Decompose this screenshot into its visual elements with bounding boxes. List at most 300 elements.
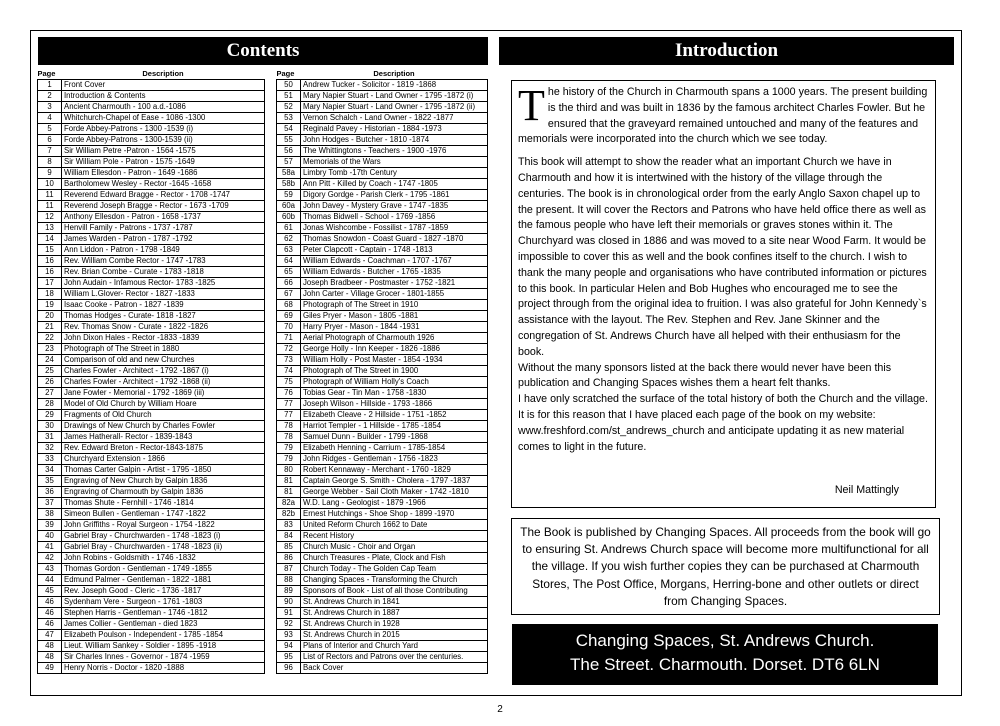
contents-description: Rev. Thomas Snow - Curate - 1822 -1826 (62, 321, 265, 332)
contents-row (277, 354, 488, 365)
contents-description: Recent History (301, 530, 488, 541)
contents-row (38, 277, 265, 288)
contents-description: John Griffiths - Royal Surgeon - 1754 -1822 (62, 519, 265, 530)
contents-description: Digory Gordge - Parish Clerk - 1795 -1861 (301, 189, 488, 200)
contents-row (38, 255, 265, 266)
contents-description: Andrew Tucker - Solicitor - 1819 -1868 (301, 79, 488, 90)
contents-description: John Robins - Goldsmith - 1746 -1832 (62, 552, 265, 563)
contents-row (277, 200, 488, 211)
contents-page-number: 82a (277, 497, 301, 508)
contents-page-number: 36 (38, 486, 62, 497)
contents-description: W.D. Lang - Geologist - 1879 -1966 (301, 497, 488, 508)
contents-page-number: 60a (277, 200, 301, 211)
contents-page-number: 88 (277, 574, 301, 585)
contents-page-number: 38 (38, 508, 62, 519)
contents-page-number: 42 (38, 552, 62, 563)
contents-description: Peter Clapcott - Captain - 1748 -1813 (301, 244, 488, 255)
contents-row (277, 101, 488, 112)
contents-description: Reverend Joseph Bragge - Rector - 1673 -1709 (62, 200, 265, 211)
contents-row (277, 574, 488, 585)
contents-page-number: 39 (38, 519, 62, 530)
contents-description: John Hodges - Butcher - 1810 -1874 (301, 134, 488, 145)
contents-page-number: 43 (38, 563, 62, 574)
contents-description: Engraving of Charmouth by Galpin 1836 (62, 486, 265, 497)
contents-row (277, 266, 488, 277)
page-column-header: Page (37, 69, 56, 79)
contents-page-number: 33 (38, 453, 62, 464)
contents-page-number: 16 (38, 266, 62, 277)
contents-row (38, 266, 265, 277)
contents-description: Sir William Pole - Patron - 1575 -1649 (62, 156, 265, 167)
contents-row (277, 585, 488, 596)
contents-page-number: 91 (277, 607, 301, 618)
address-line-1: Changing Spaces, St. Andrews Church. (575, 631, 875, 650)
contents-page-number: 30 (38, 420, 62, 431)
contents-description: St. Andrews Church in 1887 (301, 607, 488, 618)
contents-page-number: 28 (38, 398, 62, 409)
page-column-header: Page (276, 69, 295, 79)
contents-row (277, 618, 488, 629)
contents-row (277, 277, 488, 288)
contents-page-number: 60b (277, 211, 301, 222)
contents-row (277, 640, 488, 651)
contents-page-number: 4 (38, 112, 62, 123)
contents-description: Henry Norris - Doctor - 1820 -1888 (62, 662, 265, 673)
contents-row (277, 365, 488, 376)
contents-description: Lieut. William Sankey - Soldier - 1895 -1918 (62, 640, 265, 651)
contents-row (277, 497, 488, 508)
contents-page-number: 47 (38, 629, 62, 640)
contents-description: Ann Pitt - Killed by Coach - 1747 -1805 (301, 178, 488, 189)
contents-page-number: 82b (277, 508, 301, 519)
contents-page-number: 55 (277, 134, 301, 145)
contents-description: Memorials of the Wars (301, 156, 488, 167)
contents-description: Joseph Wilson - Hillside - 1793 -1866 (301, 398, 488, 409)
contents-page-number: 61 (277, 222, 301, 233)
contents-description: Sponsors of Book - List of all those Contributing (301, 585, 488, 596)
contents-page-number: 83 (277, 519, 301, 530)
contents-row (38, 189, 265, 200)
contents-row (277, 453, 488, 464)
contents-page-number: 1 (38, 79, 62, 90)
contents-row (277, 255, 488, 266)
publisher-note: The Book is published by Changing Spaces. All proceeds from the book will go to ensuring St. Andrews Church space will become more multifunctional for all the village. If you wish further copies they can be purchased at Charmouth Stores, The Post Office, Morgans, Herring-bone and other outlets or direct from Changing Spaces. (511, 518, 940, 615)
contents-description: Giles Pryer - Mason - 1805 -1881 (301, 310, 488, 321)
contents-page-number: 57 (277, 156, 301, 167)
contents-row (38, 310, 265, 321)
contents-description: Forde Abbey-Patrons - 1300 -1539 (i) (62, 123, 265, 134)
contents-description: The Whittingtons - Teachers - 1900 -1976 (301, 145, 488, 156)
intro-paragraph-1-text: he history of the Church in Charmouth spans a 1000 years. The present building is the third and was built in 1836 by the famous architect Charles Fowler. But he ensured that the graveyard remained untouched and many of the features and memorials were incorporated into the church which we see today. (518, 86, 928, 146)
contents-description: William L.Glover- Rector - 1827 -1833 (62, 288, 265, 299)
contents-description: Jonas Wishcombe - Fossilist - 1787 -1859 (301, 222, 488, 233)
contents-row (38, 101, 265, 112)
contents-row (277, 530, 488, 541)
contents-row (277, 123, 488, 134)
contents-description: Thomas Bidwell - School - 1769 -1856 (301, 211, 488, 222)
contents-description: James Collier - Gentleman - died 1823 (62, 618, 265, 629)
contents-row (38, 475, 265, 486)
contents-row (277, 442, 488, 453)
contents-page-number: 81 (277, 475, 301, 486)
contents-table-right (276, 69, 488, 674)
contents-row (277, 79, 488, 90)
contents-row (277, 211, 488, 222)
address-box (512, 624, 938, 685)
contents-description: Robert Kennaway - Merchant - 1760 -1829 (301, 464, 488, 475)
contents-description: Church Treasures - Plate, Clock and Fish (301, 552, 488, 563)
contents-description: Rev. Brian Combe - Curate - 1783 -1818 (62, 266, 265, 277)
contents-row (38, 211, 265, 222)
contents-page-number: 3 (38, 101, 62, 112)
contents-page-number: 46 (38, 607, 62, 618)
contents-row (38, 541, 265, 552)
contents-description: Simeon Bullen - Gentleman - 1747 -1822 (62, 508, 265, 519)
contents-row (277, 145, 488, 156)
contents-description: Drawings of New Church by Charles Fowler (62, 420, 265, 431)
contents-description: Photograph of William Holly's Coach (301, 376, 488, 387)
contents-page-number: 45 (38, 585, 62, 596)
contents-page-number: 76 (277, 387, 301, 398)
contents-description: Thomas Shute - Fernhill - 1746 -1814 (62, 497, 265, 508)
contents-row (38, 552, 265, 563)
contents-page-number: 14 (38, 233, 62, 244)
contents-description: Thomas Carter Galpin - Artist - 1795 -1850 (62, 464, 265, 475)
contents-description: Engraving of New Church by Galpin 1836 (62, 475, 265, 486)
author-signature: Neil Mattingly (834, 484, 899, 497)
contents-page-number: 44 (38, 574, 62, 585)
contents-row (277, 431, 488, 442)
contents-row (277, 112, 488, 123)
contents-page-number: 63 (277, 244, 301, 255)
contents-description: George Holly - Inn Keeper - 1826 -1886 (301, 343, 488, 354)
contents-page-number: 32 (38, 442, 62, 453)
contents-row (38, 134, 265, 145)
contents-page-number: 21 (38, 321, 62, 332)
contents-description: William Edwards - Butcher - 1765 -1835 (301, 266, 488, 277)
contents-description: Henvill Family - Patrons - 1737 -1787 (62, 222, 265, 233)
drop-cap: T (518, 81, 545, 130)
contents-heading: Contents (38, 37, 488, 65)
contents-description: Back Cover (301, 662, 488, 673)
contents-row (38, 508, 265, 519)
contents-row (38, 662, 265, 673)
contents-description: Ernest Hutchings - Shoe Shop - 1899 -1970 (301, 508, 488, 519)
contents-row (38, 145, 265, 156)
contents-description: Aerial Photograph of Charmouth 1926 (301, 332, 488, 343)
contents-description: Fragments of Old Church (62, 409, 265, 420)
contents-description: Anthony Ellesdon - Patron - 1658 -1737 (62, 211, 265, 222)
contents-page-number: 15 (38, 244, 62, 255)
contents-page-number: 27 (38, 387, 62, 398)
contents-row (38, 585, 265, 596)
contents-page-number: 9 (38, 167, 62, 178)
contents-description: Gabriel Bray - Churchwarden - 1748 -1823 (ii) (62, 541, 265, 552)
contents-row (277, 508, 488, 519)
contents-page-number: 79 (277, 453, 301, 464)
contents-row (277, 310, 488, 321)
contents-row (38, 574, 265, 585)
contents-page-number: 80 (277, 464, 301, 475)
contents-page-number: 85 (277, 541, 301, 552)
contents-row (277, 134, 488, 145)
contents-page-number: 96 (277, 662, 301, 673)
contents-page-number: 93 (277, 629, 301, 640)
contents-description: John Ridges - Gentleman - 1756 -1823 (301, 453, 488, 464)
contents-page-number: 77 (277, 398, 301, 409)
contents-description: Bartholomew Wesley - Rector -1645 -1658 (62, 178, 265, 189)
contents-description: Samuel Dunn - Builder - 1799 -1868 (301, 431, 488, 442)
contents-page-number: 48 (38, 640, 62, 651)
contents-description: Mary Napier Stuart - Land Owner - 1795 -1872 (i) (301, 90, 488, 101)
contents-page-number: 71 (277, 332, 301, 343)
contents-row (38, 156, 265, 167)
contents-description: Elizabeth Poulson - Independent - 1785 -1854 (62, 629, 265, 640)
contents-page-number: 59 (277, 189, 301, 200)
contents-page-number: 37 (38, 497, 62, 508)
contents-description: Model of Old Church by William Hoare (62, 398, 265, 409)
contents-row (277, 519, 488, 530)
contents-page-number: 20 (38, 310, 62, 321)
contents-page-number: 74 (277, 365, 301, 376)
contents-page-number: 11 (38, 189, 62, 200)
contents-page-number: 48 (38, 651, 62, 662)
contents-row (38, 332, 265, 343)
contents-page-number: 92 (277, 618, 301, 629)
contents-page-number: 29 (38, 409, 62, 420)
contents-row (277, 398, 488, 409)
contents-page-number: 81 (277, 486, 301, 497)
contents-row (38, 563, 265, 574)
contents-row (277, 167, 488, 178)
contents-row (38, 640, 265, 651)
intro-paragraph-2: This book will attempt to show the reader what an important Church we have in Charmouth and how it is intertwined with the history of the village through the centuries. The book is in chronological order from the early Anglo Saxon chapel up to the present. It will cover the Rectors and Patrons who have held office there as well as the famous people who have left their memorials or graves stones within it. The Churchyard was closed in 1886 and was moved to a site near Wood Farm. It would be impossible to cover this as well and the book confines itself to the church. I wish to thank the many people and organisations who have contributed information or pictures to this book. In particular Helen and Bob Hughes who encouraged me to see the project through from the original idea to fruition. I was also grateful for John Kennedy`s assistance with the layout. The Rev. Stephen and Rev. Jane Skinner and the congregation of St. Andrews Church have all helped with their enthusiasm for the book. (518, 156, 927, 358)
intro-paragraph-4: I have only scratched the surface of the total history of both the Church and the village. It is for this reason that I have placed each page of the book on my website: www.freshford.com/st_andrews_church and anticipate updating it as new material comes to light in the future. (518, 393, 928, 453)
contents-row (277, 299, 488, 310)
contents-page-number: 53 (277, 112, 301, 123)
contents-row (38, 112, 265, 123)
contents-page-number: 79 (277, 442, 301, 453)
contents-row (38, 387, 265, 398)
contents-description: Harriot Templer - 1 Hillside - 1785 -1854 (301, 420, 488, 431)
contents-page-number: 12 (38, 211, 62, 222)
contents-description: Front Cover (62, 79, 265, 90)
contents-description: Rev. William Combe Rector - 1747 -1783 (62, 255, 265, 266)
contents-page-number: 78 (277, 420, 301, 431)
contents-description: St. Andrews Church in 1928 (301, 618, 488, 629)
contents-description: Forde Abbey-Patrons - 1300-1539 (ii) (62, 134, 265, 145)
contents-page-number: 69 (277, 310, 301, 321)
contents-description: Reverend Edward Bragge - Rector - 1708 -1747 (62, 189, 265, 200)
contents-page-number: 13 (38, 222, 62, 233)
contents-description: Changing Spaces - Transforming the Church (301, 574, 488, 585)
contents-row (38, 79, 265, 90)
contents-page-number: 50 (277, 79, 301, 90)
contents-row (38, 442, 265, 453)
contents-page-number: 5 (38, 123, 62, 134)
contents-row (38, 431, 265, 442)
description-column-header: Description (373, 69, 415, 79)
contents-description: Mary Napier Stuart - Land Owner - 1795 -1872 (ii) (301, 101, 488, 112)
contents-description: George Webber - Sail Cloth Maker - 1742 -1810 (301, 486, 488, 497)
contents-page-number: 72 (277, 343, 301, 354)
contents-description: Thomas Gordon - Gentleman - 1749 -1855 (62, 563, 265, 574)
contents-page-number: 6 (38, 134, 62, 145)
contents-row (38, 519, 265, 530)
contents-description: William Holly - Post Master - 1854 -1934 (301, 354, 488, 365)
contents-row (38, 629, 265, 640)
contents-row (277, 156, 488, 167)
contents-description: Church Today - The Golden Cap Team (301, 563, 488, 574)
contents-row (38, 90, 265, 101)
contents-row (277, 552, 488, 563)
page-number: 2 (497, 704, 503, 715)
contents-row (38, 343, 265, 354)
contents-page-number: 11 (38, 200, 62, 211)
contents-row (277, 343, 488, 354)
contents-description: Whitchurch-Chapel of Ease - 1086 -1300 (62, 112, 265, 123)
contents-description: Sydenham Vere - Surgeon - 1761 -1803 (62, 596, 265, 607)
contents-row (38, 420, 265, 431)
contents-description: John Audain - Infamous Rector- 1783 -1825 (62, 277, 265, 288)
contents-row (38, 123, 265, 134)
contents-row (38, 376, 265, 387)
contents-row (277, 662, 488, 673)
contents-row (38, 288, 265, 299)
contents-page-number: 52 (277, 101, 301, 112)
description-column-header: Description (142, 69, 184, 79)
contents-row (277, 90, 488, 101)
contents-description: Sir William Petre -Patron - 1564 -1575 (62, 145, 265, 156)
contents-description: Vernon Schalch - Land Owner - 1822 -1877 (301, 112, 488, 123)
contents-row (38, 178, 265, 189)
contents-description: Gabriel Bray - Churchwarden - 1748 -1823 (i) (62, 530, 265, 541)
contents-page-number: 25 (38, 365, 62, 376)
contents-description: John Carter - Village Grocer - 1801-1855 (301, 288, 488, 299)
contents-page-number: 68 (277, 299, 301, 310)
contents-row (38, 233, 265, 244)
contents-description: Joseph Bradbeer - Postmaster - 1752 -1821 (301, 277, 488, 288)
contents-page-number: 84 (277, 530, 301, 541)
contents-row (277, 486, 488, 497)
contents-description: Thomas Hodges - Curate- 1818 -1827 (62, 310, 265, 321)
contents-page-number: 10 (38, 178, 62, 189)
contents-page-number: 34 (38, 464, 62, 475)
contents-row (38, 651, 265, 662)
contents-description: Isaac Cooke - Patron - 1827 -1839 (62, 299, 265, 310)
contents-page-number: 87 (277, 563, 301, 574)
contents-page-number: 90 (277, 596, 301, 607)
contents-row (277, 376, 488, 387)
contents-page-number: 16 (38, 255, 62, 266)
contents-page-number: 67 (277, 288, 301, 299)
contents-description: Photograph of The Street in 1880 (62, 343, 265, 354)
contents-description: Photograph of The Street in 1900 (301, 365, 488, 376)
contents-row (38, 618, 265, 629)
contents-description: St. Andrews Church in 1841 (301, 596, 488, 607)
contents-row (38, 497, 265, 508)
contents-description: Captain George S. Smith - Cholera - 1797 -1837 (301, 475, 488, 486)
contents-page-number: 51 (277, 90, 301, 101)
contents-row (38, 409, 265, 420)
introduction-text-box (511, 80, 936, 508)
contents-page-number: 46 (38, 596, 62, 607)
contents-row (277, 475, 488, 486)
contents-description: Edmund Palmer - Gentleman - 1822 -1881 (62, 574, 265, 585)
contents-description: John Dixon Hales - Rector -1833 -1839 (62, 332, 265, 343)
contents-row (38, 321, 265, 332)
contents-description: William Ellesdon - Patron - 1649 -1686 (62, 167, 265, 178)
contents-row (277, 178, 488, 189)
contents-description: Stephen Harris - Gentleman - 1746 -1812 (62, 607, 265, 618)
contents-row (38, 464, 265, 475)
contents-description: Sir Charles Innes - Governor - 1874 -1959 (62, 651, 265, 662)
contents-row (277, 233, 488, 244)
contents-description: Charles Fowler - Architect - 1792 -1867 (i) (62, 365, 265, 376)
contents-page-number: 73 (277, 354, 301, 365)
contents-page-number: 8 (38, 156, 62, 167)
contents-description: Ann Liddon - Patron - 1798 -1849 (62, 244, 265, 255)
contents-row (277, 387, 488, 398)
contents-row (277, 420, 488, 431)
contents-description: Charles Fowler - Architect - 1792 -1868 (ii) (62, 376, 265, 387)
contents-description: Jane Fowler - Memorial - 1792 -1869 (iii) (62, 387, 265, 398)
contents-page-number: 41 (38, 541, 62, 552)
contents-row (38, 398, 265, 409)
contents-row (277, 321, 488, 332)
contents-row (277, 222, 488, 233)
contents-row (277, 464, 488, 475)
contents-description: John Davey - Mystery Grave - 1747 -1835 (301, 200, 488, 211)
contents-row (277, 288, 488, 299)
contents-description: List of Rectors and Patrons over the centuries. (301, 651, 488, 662)
contents-page-number: 23 (38, 343, 62, 354)
contents-row (38, 299, 265, 310)
contents-page-number: 62 (277, 233, 301, 244)
contents-row (38, 167, 265, 178)
contents-description: Reginald Pavey - Historian - 1884 -1973 (301, 123, 488, 134)
contents-page-number: 58a (277, 167, 301, 178)
contents-page-number: 54 (277, 123, 301, 134)
contents-table-left (37, 69, 265, 674)
contents-row (277, 629, 488, 640)
contents-page-number: 31 (38, 431, 62, 442)
contents-page-number: 7 (38, 145, 62, 156)
contents-page-number: 86 (277, 552, 301, 563)
contents-page-number: 18 (38, 288, 62, 299)
contents-page-number: 64 (277, 255, 301, 266)
contents-page-number: 17 (38, 277, 62, 288)
contents-description: Introduction & Contents (62, 90, 265, 101)
contents-row (277, 541, 488, 552)
contents-page-number: 35 (38, 475, 62, 486)
contents-row (277, 596, 488, 607)
contents-page-number: 24 (38, 354, 62, 365)
contents-description: Elizabeth Cleave - 2 Hillside - 1751 -1852 (301, 409, 488, 420)
contents-description: Harry Pryer - Mason - 1844 -1931 (301, 321, 488, 332)
contents-page-number: 49 (38, 662, 62, 673)
contents-row (277, 244, 488, 255)
contents-description: James Warden - Patron - 1787 -1792 (62, 233, 265, 244)
contents-page-number: 75 (277, 376, 301, 387)
address-line-2: The Street. Charmouth. Dorset. DT6 6LN (570, 655, 880, 674)
contents-row (38, 200, 265, 211)
contents-page-number: 94 (277, 640, 301, 651)
contents-row (277, 409, 488, 420)
contents-description: Rev. Edward Breton - Rector-1843-1875 (62, 442, 265, 453)
contents-description: Ancient Charmouth - 100 a.d.-1086 (62, 101, 265, 112)
contents-page-number: 56 (277, 145, 301, 156)
